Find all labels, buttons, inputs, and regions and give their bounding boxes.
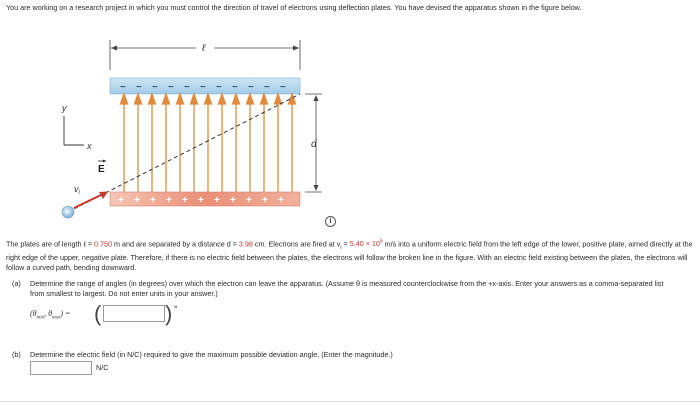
svg-text:+: +: [214, 195, 220, 206]
svg-text:−: −: [280, 82, 286, 93]
length-label: ℓ: [202, 43, 206, 54]
svg-text:−: −: [248, 82, 254, 93]
field-unit: N/C: [96, 363, 109, 372]
svg-text:−: −: [136, 82, 142, 93]
deflection-plates-figure: [0, 30, 700, 230]
velocity-arrow: [74, 194, 103, 208]
svg-text:−: −: [184, 82, 190, 93]
bottom-divider: [0, 401, 700, 402]
svg-text:+: +: [134, 195, 140, 206]
distance-label: d: [311, 139, 317, 150]
svg-text:+: +: [262, 195, 268, 206]
velocity-label: $v_i$: [74, 184, 80, 196]
svg-text:−: −: [264, 82, 270, 93]
speed-value: $5.40 \times 10^6$: [349, 239, 383, 249]
part-b-question: Determine the electric field (in N/C) required to give the maximum possible deviation angle. (Enter the magnitude.): [30, 350, 393, 359]
svg-text:+: +: [246, 195, 252, 206]
part-a-letter: (a): [12, 279, 21, 288]
problem-statement: The plates are of length ℓ = 0.750 m and are separated by a distance d = 3.98 cm. Electrons are fired at $v_i = 5.40 \times 10^6$ m/s into a uniform electric field from the left edge of the lower, positive plate, aimed directly at the right edge of the upper, negative plate. Therefore, if there is no electric field between the plates, the electrons will follow the broken line in the figure. With an electric field existing between the plates, the electrons will follow a curved path, bending downward.: [6, 239, 693, 272]
angle-range-input[interactable]: [103, 305, 165, 322]
svg-text:−: −: [152, 82, 158, 93]
field-arrows: [121, 94, 296, 192]
info-icon[interactable]: i: [325, 216, 336, 227]
part-a-question: Determine the range of angles (in degrees) over which the electron can leave the apparatus. (Assume θ is measured counterclockwise from the +x-axis. Enter your answers as a comma-separated list from smallest to largest. Do not enter units in your answer.): [30, 279, 664, 298]
part-a-close-paren: ): [165, 301, 173, 326]
part-a-lhs: ($\theta_{min}$, $\theta_{max}$) =: [30, 309, 71, 321]
svg-text:−: −: [232, 82, 238, 93]
svg-text:+: +: [150, 195, 156, 206]
distance-value: 3.98: [238, 239, 253, 249]
length-arrowhead-left: [111, 46, 117, 51]
svg-text:−: −: [120, 82, 126, 93]
intro-text: You are working on a research project in which you must control the direction of travel of electrons using deflection plates. You have devised the apparatus shown in the figure below.: [6, 3, 582, 12]
svg-text:−: −: [200, 82, 206, 93]
x-axis-label: x: [87, 141, 92, 151]
length-arrowhead-right: [293, 46, 299, 51]
electric-field-input[interactable]: [30, 361, 92, 375]
svg-text:+: +: [118, 195, 124, 206]
svg-text:+: +: [198, 195, 204, 206]
svg-text:−: −: [168, 82, 174, 93]
y-axis-label: y: [62, 103, 67, 113]
electron-charge: −: [65, 208, 70, 217]
part-b-letter: (b): [12, 350, 21, 359]
svg-text:+: +: [166, 195, 172, 206]
degree-unit: °: [174, 304, 178, 314]
svg-text:+: +: [182, 195, 188, 206]
field-label: E: [98, 164, 105, 175]
svg-text:−: −: [216, 82, 222, 93]
part-a-open-paren: (: [94, 301, 102, 326]
svg-text:+: +: [278, 195, 284, 206]
length-value: 0.750: [94, 239, 113, 249]
svg-text:+: +: [230, 195, 236, 206]
